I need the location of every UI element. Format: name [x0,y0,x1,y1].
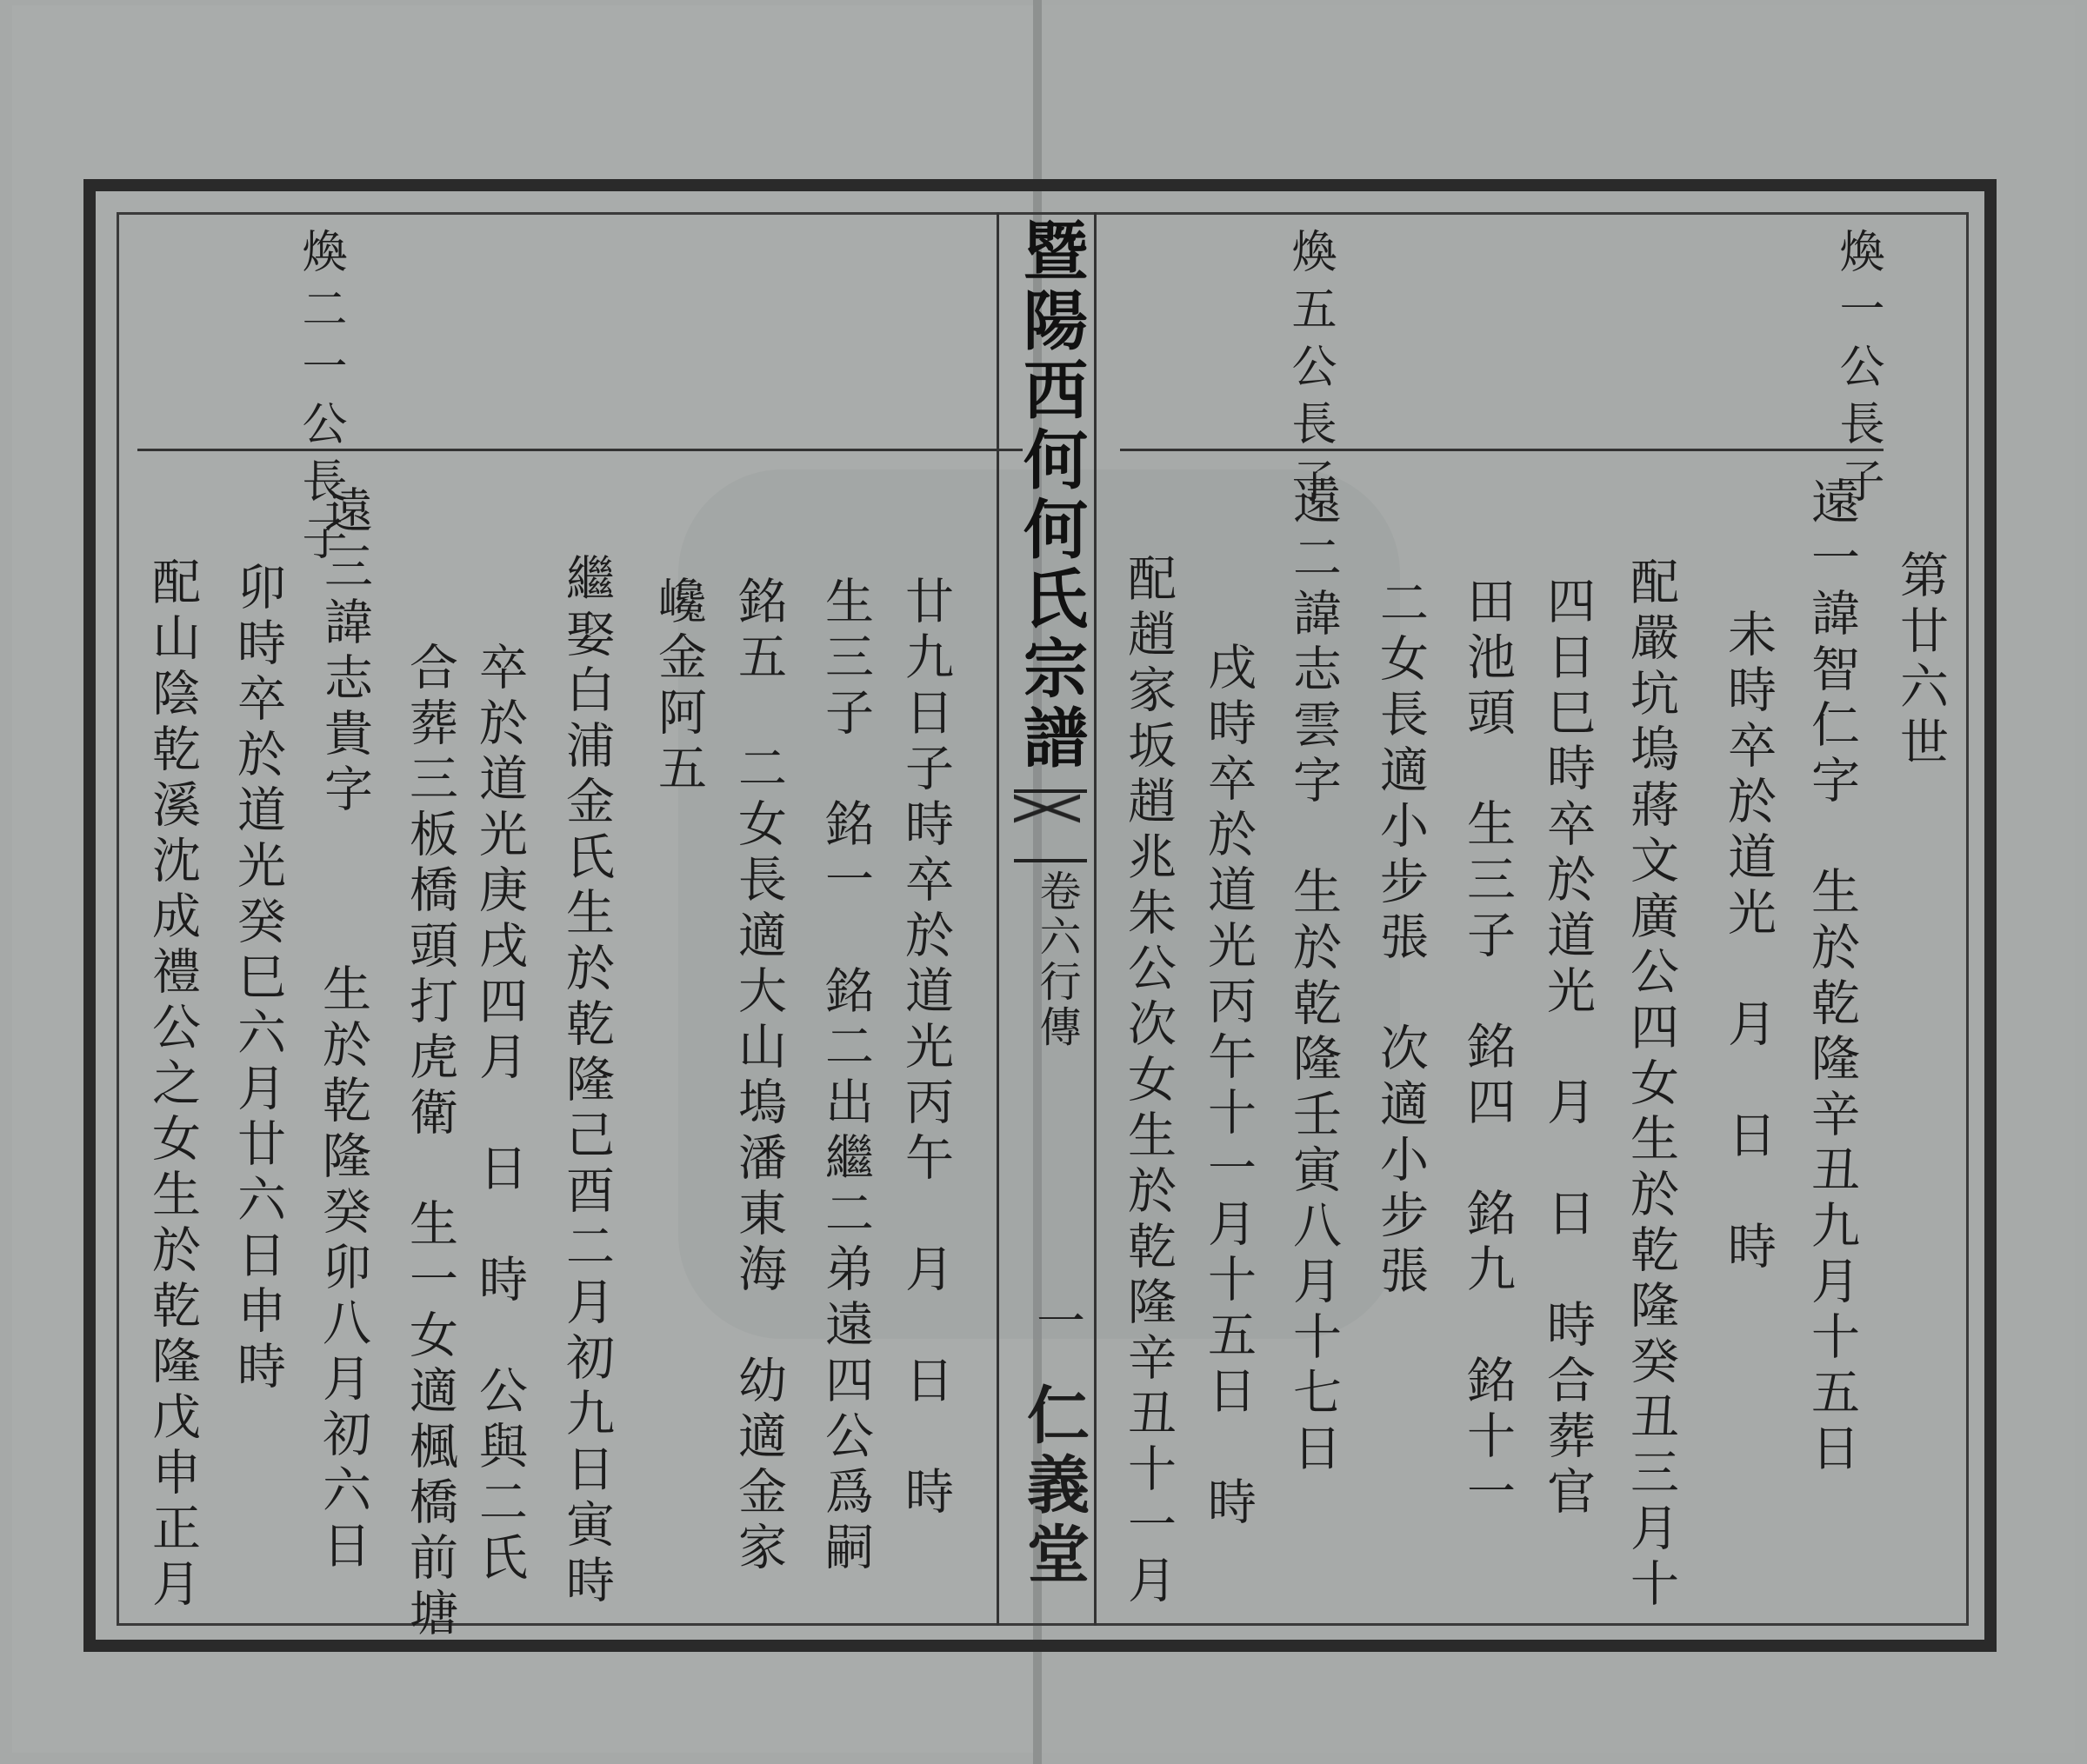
page-number: 一 [1029,1295,1085,1344]
section-label: 卷六行傳 [1032,869,1081,1050]
right-col-4: 二女長適小步張 次適小步張 [1372,577,1429,1301]
right-col-1: 配趙家坂趙兆朱公次女生於乾隆辛丑十一月 [1120,553,1177,1610]
fish-tail-mark-icon [1014,789,1087,862]
hall-name: 仁義堂 [1017,1382,1090,1591]
right-col-5: 田池頭 生三子 銘四 銘九 銘十一 [1459,576,1516,1521]
right-col-2: 戌時卒於道光丙午十一月十五日 時 [1200,642,1257,1532]
left-col-9: 銘五 二女長適大山塢潘東海 幼適金家 [730,576,787,1577]
left-col-1: 遠三諱志貴字 [317,485,373,819]
generation-label: 第廿六世 [1892,549,1949,772]
center-rule-left [997,212,999,1626]
center-rule-right [1094,212,1097,1626]
left-col-11: 廿九日子時卒於道光丙午 月 日 時 [897,576,954,1521]
header-divider-right [1120,449,1884,451]
left-col-2: 卯時卒於道光癸巳六月廿六日申時 [230,562,286,1396]
book-title: 暨陽西何何氏宗譜 [1013,217,1088,774]
left-col-4: 卒於道光庚戌四月 日 時 公與二氏 [471,642,528,1588]
right-header-a: 煥五公長子 [1284,228,1336,515]
left-col-6: 生於乾隆癸卯八月初六日 [315,963,371,1575]
right-col-3: 遠二諱志雲字 生於乾隆壬寅八月十七日 [1285,476,1342,1478]
right-col-7: 配嚴坑塢蔣文廣公四女生於乾隆癸丑三月十 [1623,556,1679,1614]
left-header: 煥二一公長子 [294,228,346,572]
right-col-8: 未時卒於道光 月 日 時 [1720,609,1777,1276]
header-divider-left [137,449,1023,451]
left-col-7: 繼娶白浦金氏生於乾隆己酉二月初九日寅時 [558,553,615,1610]
left-col-3: 配山陰乾溪沈成禮公之女生於乾隆戊申正月 [144,556,201,1614]
left-col-5: 合葬三板橋頭打虎衛 生一女適楓橋前塘 [402,642,458,1643]
left-col-10: 生三子 銘一 銘二出繼二弟遠四公爲嗣 [817,576,874,1577]
right-col-6: 四日巳時卒於道光 月 日 時合葬官 [1539,576,1596,1521]
right-header-b: 煥一公長子 [1831,228,1884,515]
left-col-8: 巉金阿五 [650,576,707,798]
right-col-9: 遠一諱智仁字 生於乾隆辛丑九月十五日 [1804,476,1860,1478]
